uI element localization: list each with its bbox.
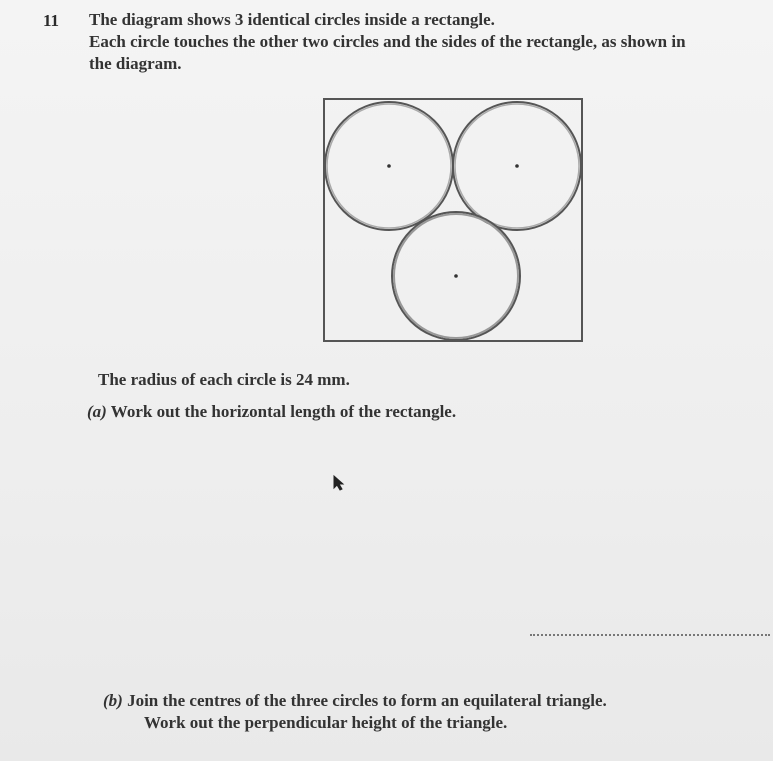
- question-number: 11: [43, 11, 60, 30]
- circle-top-left: [325, 102, 453, 230]
- question-stem: [89, 9, 749, 75]
- stem-line-3: the diagram.: [89, 54, 182, 73]
- part-b: [103, 690, 607, 734]
- answer-line[interactable]: [530, 634, 770, 636]
- mouse-cursor-icon: [332, 474, 346, 492]
- part-b-line-1: Join the centres of the three circles to form an equilateral triangle.: [127, 691, 607, 710]
- part-a: [87, 402, 456, 422]
- centre-dot: [387, 164, 391, 168]
- part-a-label: (a): [87, 402, 107, 421]
- circle-bottom: [392, 212, 520, 340]
- centre-dot: [515, 164, 519, 168]
- centre-dot: [454, 274, 458, 278]
- stem-line-2: Each circle touches the other two circles and the sides of the rectangle, as shown in: [89, 32, 686, 51]
- part-b-line-2: Work out the perpendicular height of the triangle.: [144, 713, 508, 732]
- radius-statement: The radius of each circle is 24 mm.: [98, 370, 350, 389]
- circles-in-rectangle-diagram: [316, 94, 588, 346]
- circle-top-right: [453, 102, 581, 230]
- stem-line-1: The diagram shows 3 identical circles inside a rectangle.: [89, 10, 495, 29]
- rectangle: [324, 99, 582, 341]
- part-b-label: (b): [103, 691, 123, 710]
- part-a-text: Work out the horizontal length of the rectangle.: [110, 402, 457, 421]
